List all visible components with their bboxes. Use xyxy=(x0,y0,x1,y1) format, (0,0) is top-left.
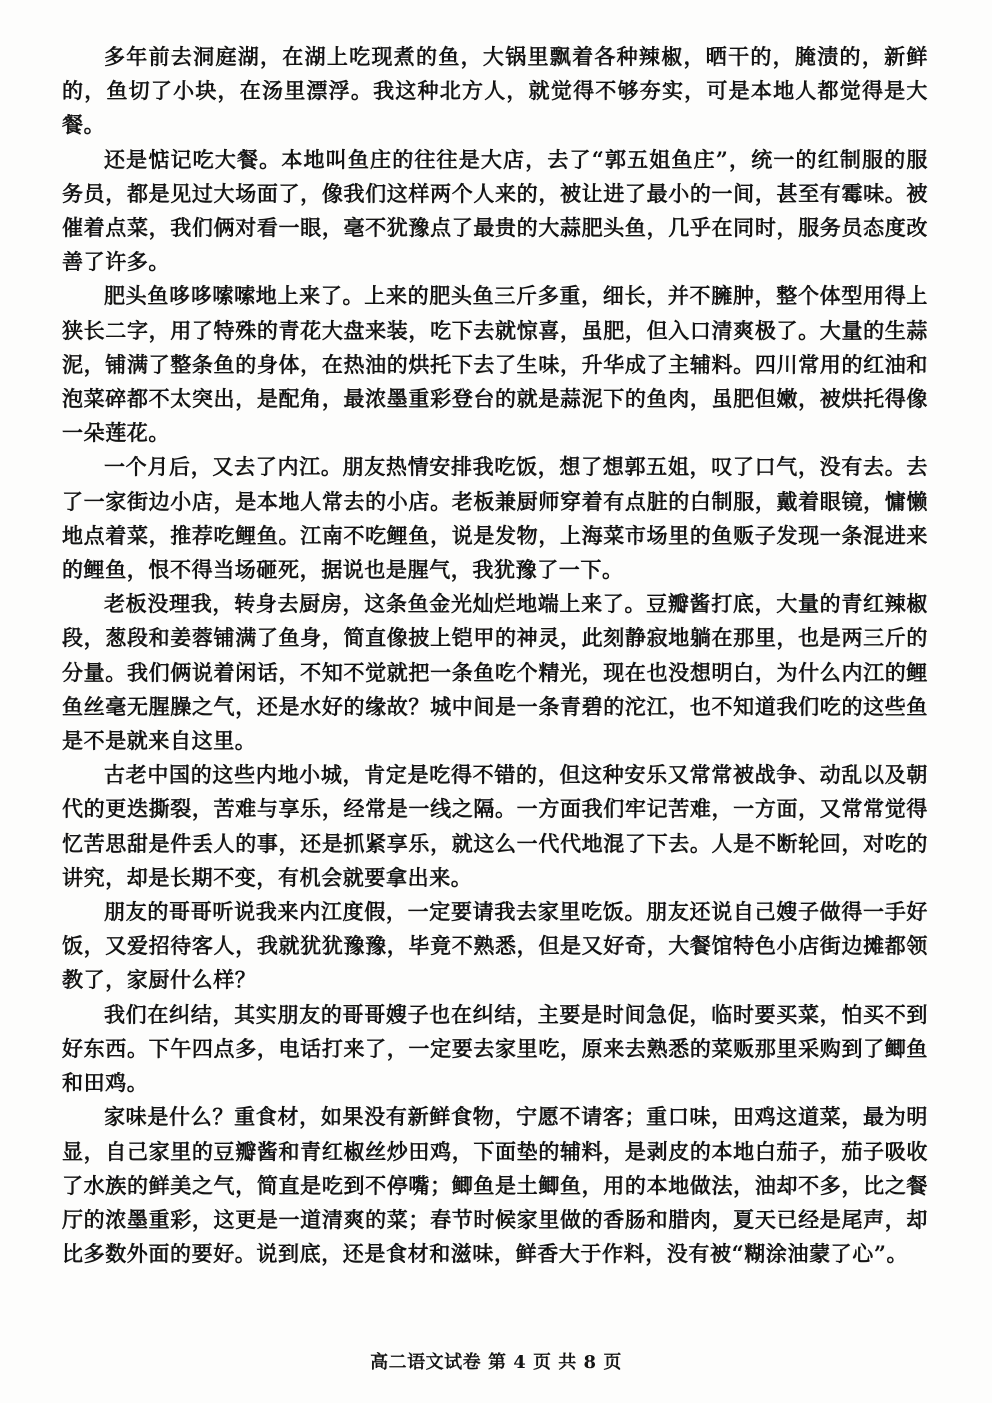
paragraph-8: 我们在纠结，其实朋友的哥哥嫂子也在纠结，主要是时间急促，临时要买菜，怕买不到好东西。下午四点多，电话打来了，一定要去家里吃，原来去熟悉的菜贩那里采购到了鲫鱼和田鸡。 xyxy=(62,1001,928,1096)
article-body xyxy=(62,40,928,1271)
paragraph-3: 肥头鱼哆哆嗦嗦地上来了。上来的肥头鱼三斤多重，细长，并不臃肿，整个体型用得上狭长二字，用了特殊的青花大盘来装，吃下去就惊喜，虽肥，但入口清爽极了。大量的生蒜泥，铺满了整条鱼的身体，在热油的烘托下去了生味，升华成了主辅料。四川常用的红油和泡菜碎都不太突出，是配角，最浓墨重彩登台的就是蒜泥下的鱼肉，虽肥但嫩，被烘托得像一朵莲花。 xyxy=(62,283,928,446)
paragraph-1: 多年前去洞庭湖，在湖上吃现煮的鱼，大锅里飘着各种辣椒，晒干的，腌渍的，新鲜的，鱼切了小块，在汤里漂浮。我这种北方人，就觉得不够夯实，可是本地人都觉得是大餐。 xyxy=(62,44,928,138)
paragraph-6: 古老中国的这些内地小城，肯定是吃得不错的，但这种安乐又常常被战争、动乱以及朝代的更迭撕裂，苦难与享乐，经常是一线之隔。一方面我们牢记苦难，一方面，又常常觉得忆苦思甜是件丢人的事，还是抓紧享乐，就这么一代代地混了下去。人是不断轮回，对吃的讲究，却是长期不变，有机会就要拿出来。 xyxy=(62,762,928,890)
paragraph-5: 老板没理我，转身去厨房，这条鱼金光灿烂地端上来了。豆瓣酱打底，大量的青红辣椒段，葱段和姜蓉铺满了鱼身，简直像披上铠甲的神灵，此刻静寂地躺在那里，也是两三斤的分量。我们俩说着闲话，不知不觉就把一条鱼吃个精光，现在也没想明白，为什么内江的鲤鱼丝毫无腥臊之气，还是水好的缘故？城中间是一条青碧的沱江，也不知道我们吃的这些鱼是不是就来自这里。 xyxy=(62,591,928,754)
paragraph-2: 还是惦记吃大餐。本地叫鱼庄的往往是大店，去了“郭五姐鱼庄”，统一的红制服的服务员，都是见过大场面了，像我们这样两个人来的，被让进了最小的一间，甚至有霉味。被催着点菜，我们俩对看一眼，毫不犹豫点了最贵的大蒜肥头鱼，几乎在同时，服务员态度改善了许多。 xyxy=(62,146,928,275)
paragraph-9: 家味是什么？重食材，如果没有新鲜食物，宁愿不请客；重口味，田鸡这道菜，最为明显，自己家里的豆瓣酱和青红椒丝炒田鸡，下面垫的辅料，是剥皮的本地白茄子，茄子吸收了水族的鲜美之气，简直是吃到不停嘴；鲫鱼是土鲫鱼，用的本地做法，油却不多，比之餐厅的浓墨重彩，这更是一道清爽的菜；春节时候家里做的香肠和腊肉，夏天已经是尾声，却比多数外面的要好。说到底，还是食材和滋味，鲜香大于作料，没有被“糊涂油蒙了心”。 xyxy=(62,1104,928,1267)
paragraph-7: 朋友的哥哥听说我来内江度假，一定要请我去家里吃饭。朋友还说自己嫂子做得一手好饭，又爱招待客人，我就犹犹豫豫，毕竟不熟悉，但是又好奇，大餐馆特色小店街边摊都领教了，家厨什么样？ xyxy=(62,899,928,993)
paragraph-4: 一个月后，又去了内江。朋友热情安排我吃饭，想了想郭五姐，叹了口气，没有去。去了一家街边小店，是本地人常去的小店。老板兼厨师穿着有点脏的白制服，戴着眼镜，慵懒地点着菜，推荐吃鲤鱼。江南不吃鲤鱼，说是发物，上海菜市场里的鱼贩子发现一条混进来的鲤鱼，恨不得当场砸死，据说也是腥气，我犹豫了一下。 xyxy=(62,454,928,583)
page-footer: 高二语文试卷 第 4 页 共 8 页 xyxy=(370,1352,622,1373)
